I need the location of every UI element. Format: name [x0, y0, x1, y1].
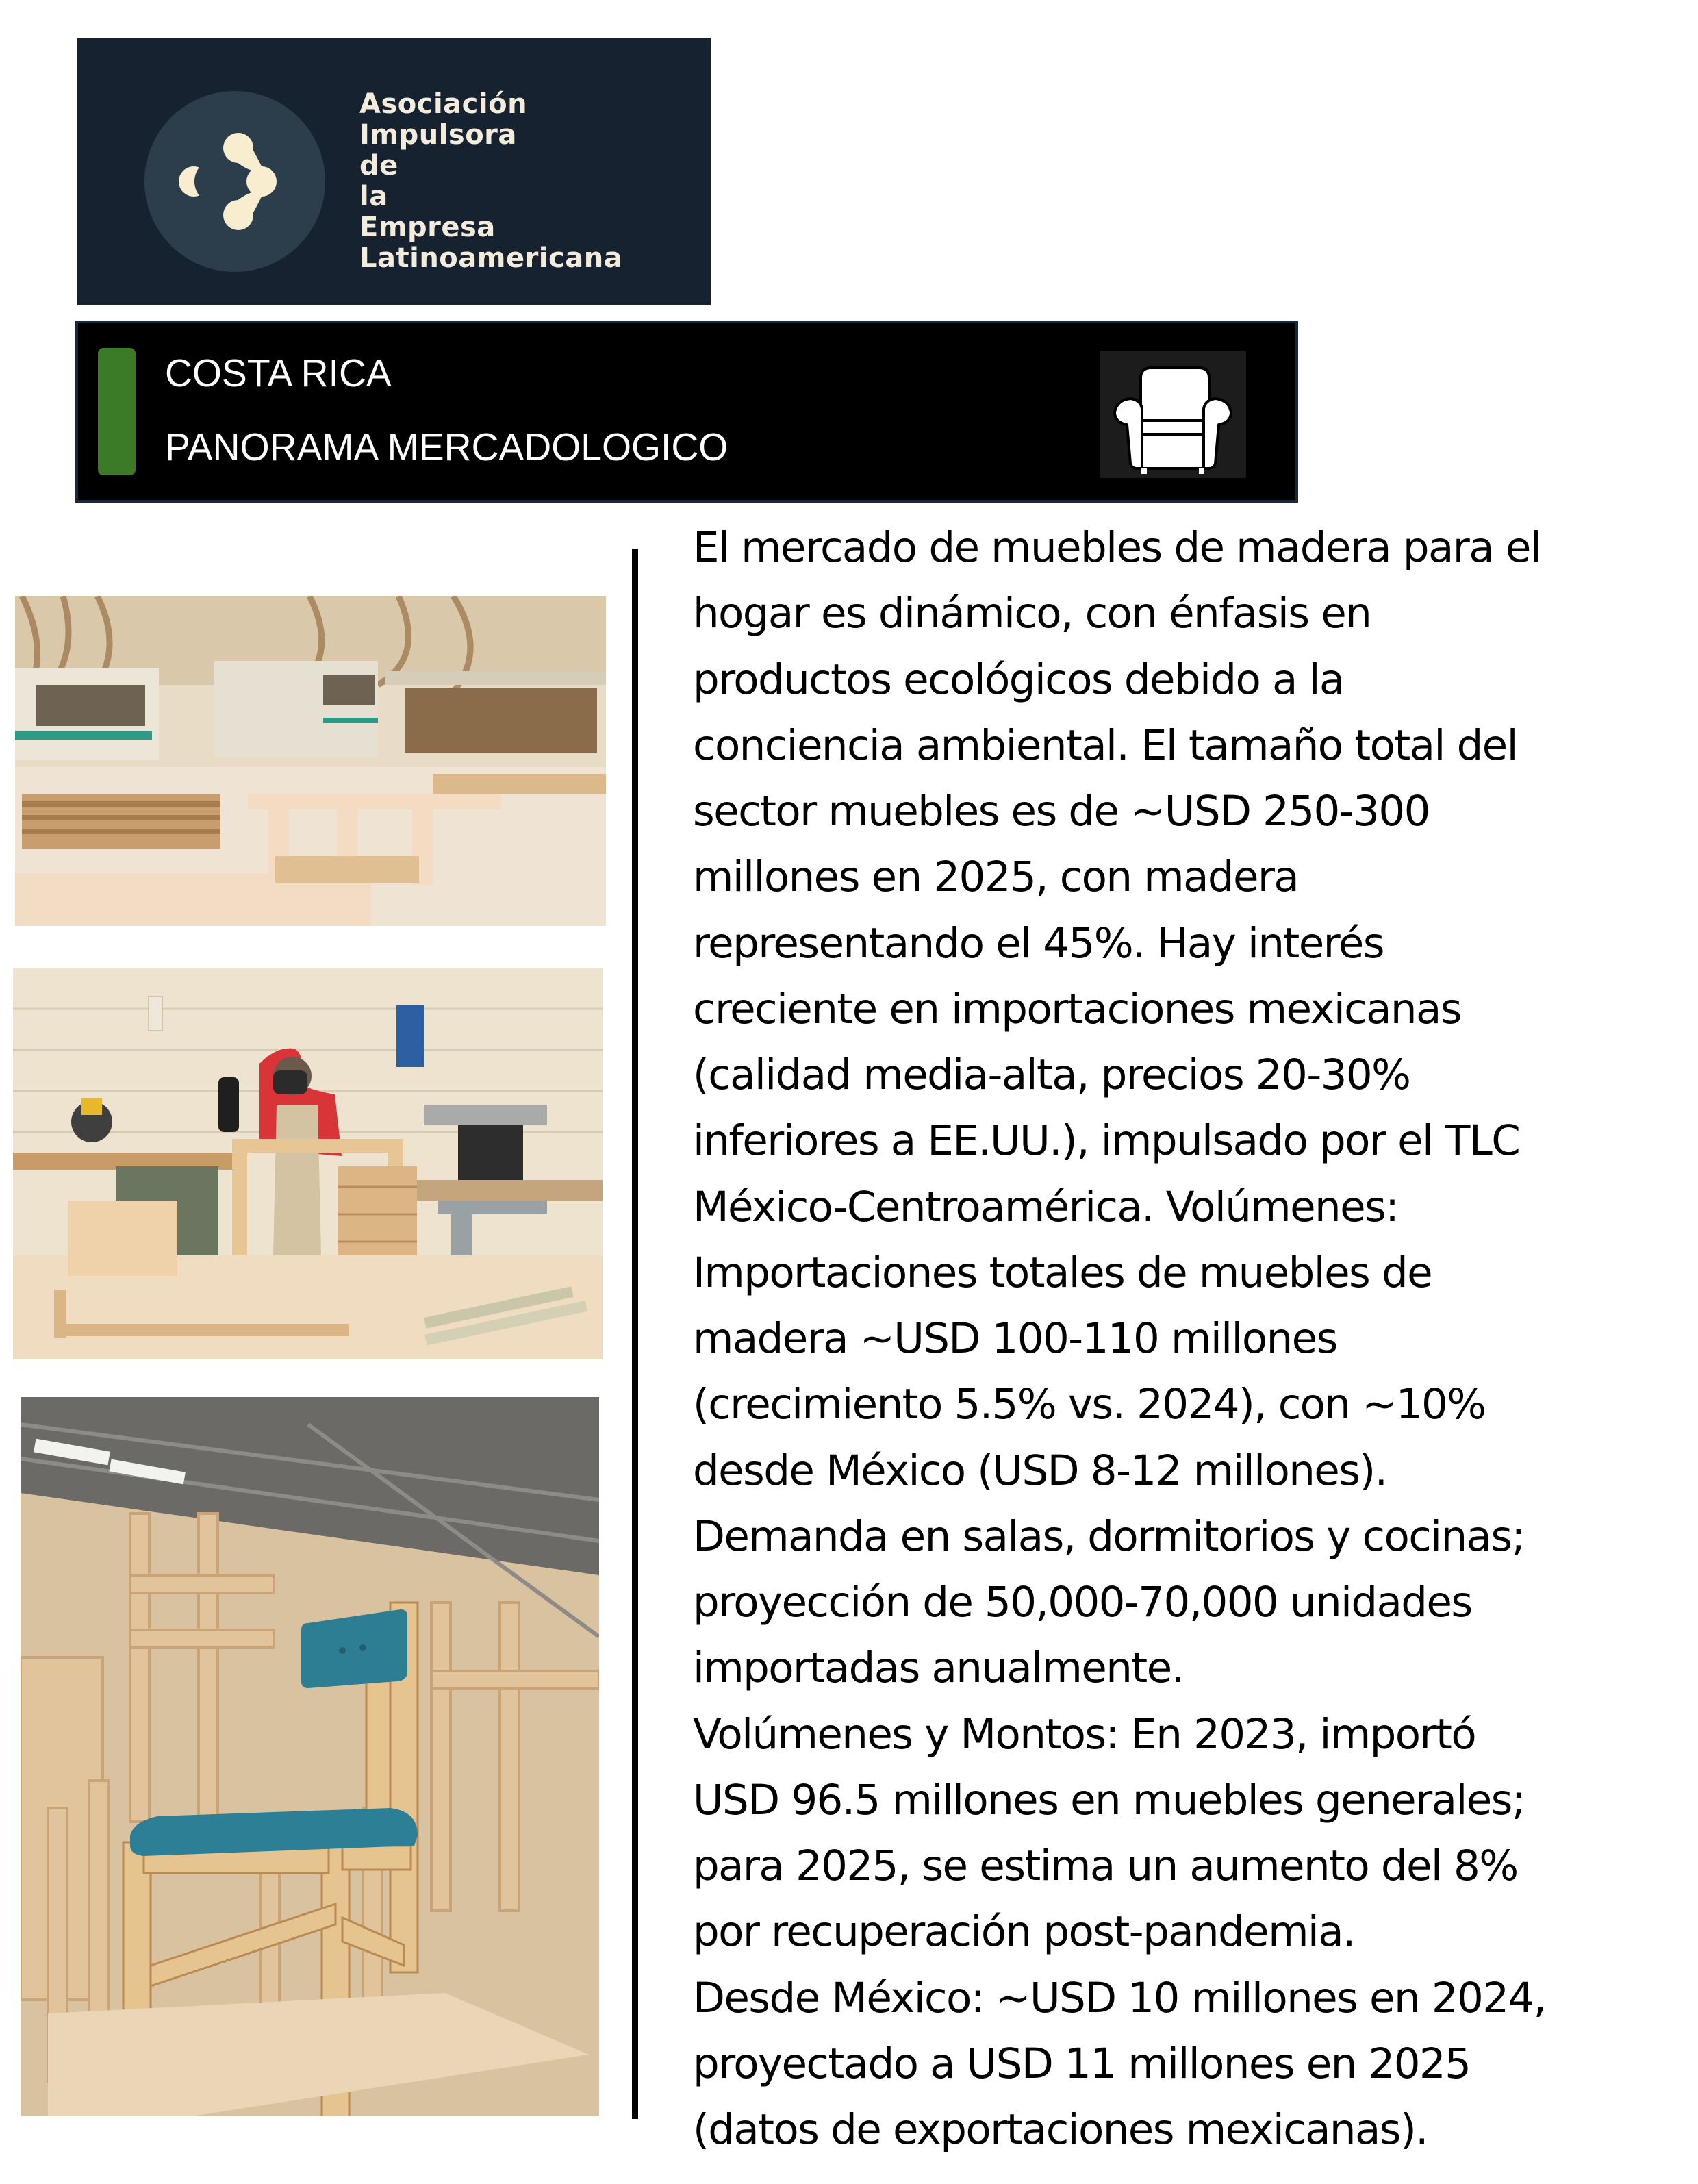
org-name-line: Latinoamericana	[359, 242, 623, 274]
paragraph-line: proyectado a USD 11 millones en 2025	[693, 2039, 1471, 2088]
carpenter-photo	[13, 968, 603, 1359]
paragraph-line: Demanda en salas, dormitorios y cocinas;	[693, 1511, 1525, 1561]
paragraph-line: conciencia ambiental. El tamaño total del	[693, 720, 1517, 770]
organization-logo	[77, 38, 711, 305]
paragraph-line: Desde México: ~USD 10 millones en 2024,	[693, 1973, 1546, 2022]
paragraph-line: importadas anualmente.	[693, 1644, 1184, 1693]
paragraph-line: México-Centroamérica. Volúmenes:	[693, 1182, 1399, 1231]
paragraph-line: (datos de exportaciones mexicanas).	[693, 2105, 1428, 2154]
paragraph-line: por recuperación post-pandemia.	[693, 1907, 1355, 1957]
column-divider	[632, 549, 638, 2119]
paragraph-line: Importaciones totales de muebles de	[693, 1248, 1432, 1297]
workshop-photo	[15, 596, 606, 926]
paragraph-line: desde México (USD 8-12 millones).	[693, 1446, 1387, 1495]
paragraph-line: Volúmenes y Montos: En 2023, importó	[693, 1709, 1476, 1759]
paragraph-line: (calidad media-alta, precios 20-30%	[693, 1051, 1410, 1099]
section-header	[75, 321, 1298, 503]
paragraph-line: para 2025, se estima un aumento del 8%	[693, 1842, 1518, 1890]
organization-name	[359, 89, 622, 274]
paragraph-line: (crecimiento 5.5% vs. 2024), con ~10%	[693, 1380, 1486, 1429]
paragraph-line: hogar es dinámico, con énfasis en	[693, 589, 1371, 638]
armchair-icon	[1100, 351, 1246, 478]
paragraph-line: El mercado de muebles de madera para el	[693, 523, 1541, 572]
paragraph-line: USD 96.5 millones en muebles generales;	[693, 1775, 1525, 1824]
paragraph-line: inferiores a EE.UU.), impulsado por el TLC	[693, 1116, 1520, 1166]
org-name-line: de	[359, 150, 398, 181]
market-overview-text	[693, 515, 1672, 2163]
org-name-line: Empresa	[359, 212, 496, 243]
network-nodes-icon	[144, 90, 326, 273]
paragraph-line: productos ecológicos debido a la	[693, 655, 1344, 704]
country-title: COSTA RICA	[165, 351, 392, 395]
paragraph-line: millones en 2025, con madera	[693, 853, 1299, 902]
org-name-line: la	[359, 181, 388, 212]
chair-photo	[21, 1397, 599, 2116]
paragraph-line: madera ~USD 100-110 millones	[693, 1314, 1337, 1363]
accent-bar	[98, 348, 136, 475]
paragraph-line: sector muebles es de ~USD 250-300	[693, 787, 1430, 836]
report-subtitle: PANORAMA MERCADOLOGICO	[165, 425, 728, 469]
paragraph-line: creciente en importaciones mexicanas	[693, 984, 1461, 1033]
org-name-line: Asociación	[359, 88, 528, 120]
paragraph-line: representando el 45%. Hay interés	[693, 918, 1384, 968]
paragraph-line: proyección de 50,000-70,000 unidades	[693, 1578, 1472, 1627]
org-name-line: Impulsora	[359, 119, 517, 151]
